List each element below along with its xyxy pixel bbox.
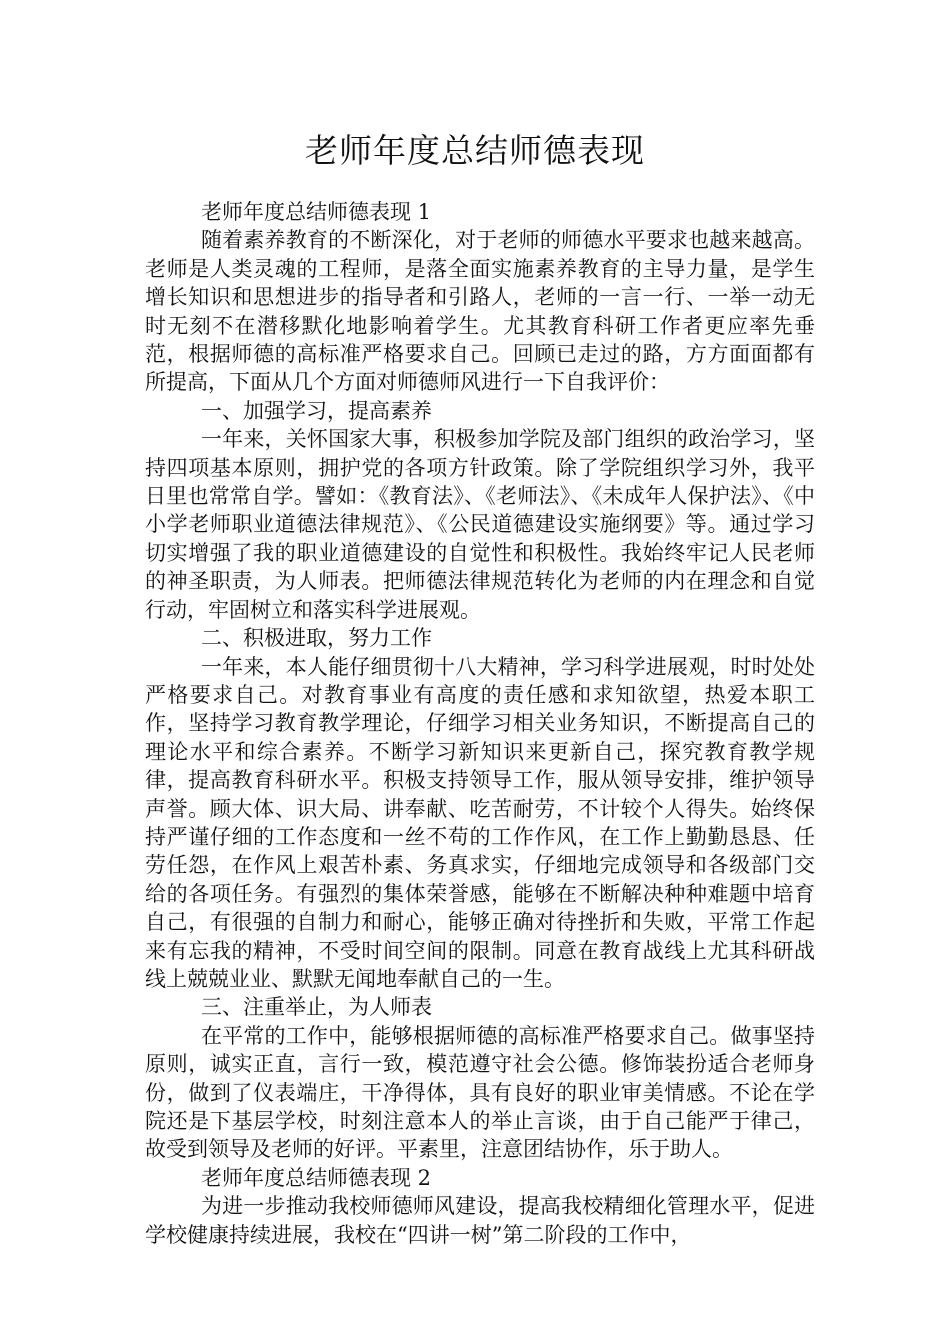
section-heading-1: 老师年度总结师德表现 1: [201, 200, 432, 224]
subheading-study: 一、加强学习，提高素养: [201, 398, 432, 423]
section-heading-2: 老师年度总结师德表现 2: [201, 1165, 432, 1190]
subheading-work: 二、积极进取，努力工作: [201, 626, 432, 651]
subheading-conduct: 三、注重举止，为人师表: [201, 995, 432, 1020]
paragraph-work: 一年来，本人能仔细贯彻十八大精神，学习科学进展观，时时处处严格要求自己。对教育事业有高度的责任感和求知欲望，热爱本职工作，坚持学习教育教学理论，仔细学习相关业务知识，不断提高自己的理论水平和综合素养。不断学习新知识来更新自己，探究教育教学规律，提高教育科研水平。积极支持领导工作，服从领导安排，维护领导声誉。顾大体、识大局、讲奉献、吃苦耐劳，不计较个人得失。始终保持严谨仔细的工作态度和一丝不苟的工作作风，在工作上勤勤恳恳、任劳任怨，在作风上艰苦朴素、务真求实，仔细地完成领导和各级部门交给的各项任务。有强烈的集体荣誉感，能够在不断解决种种难题中培育自己，有很强的自制力和耐心，能够正确对待挫折和失败，平常工作起来有忘我的精神，不受时间空间的限制。同意在教育战线上尤其科研战线上兢兢业业、默默无闻地奉献自己的一生。: [145, 654, 815, 991]
document-body: [145, 198, 815, 1249]
document-title: 老师年度总结师德表现: [305, 131, 645, 170]
paragraph-study: 一年来，关怀国家大事，积极参加学院及部门组织的政治学习，坚持四项基本原则，拥护党的各项方针政策。除了学院组织学习外，我平日里也常常自学。譬如：《教育法》、《老师法》、《未成年人保护法》、《中小学老师职业道德法律规范》、《公民道德建设实施纲要》等。通过学习切实增强了我的职业道德建设的自觉性和积极性。我始终牢记人民老师的神圣职责，为人师表。把师德法律规范转化为老师的内在理念和自觉行动，牢固树立和落实科学进展观。: [145, 427, 815, 622]
paragraph-intro: 随着素养教育的不断深化，对于老师的师德水平要求也越来越高。老师是人类灵魂的工程师，是落全面实施素养教育的主导力量，是学生增长知识和思想进步的指导者和引路人，老师的一言一行、一举一动无时无刻不在潜移默化地影响着学生。尤其教育科研工作者更应率先垂范，根据师德的高标准严格要求自己。回顾已走过的路，方方面面都有所提高，下面从几个方面对师德师风进行一下自我评价：: [145, 228, 815, 395]
paragraph-section-2: 为进一步推动我校师德师风建设，提高我校精细化管理水平，促进学校健康持续进展，我校在“四讲一树”第二阶段的工作中，: [145, 1194, 815, 1247]
paragraph-conduct: 在平常的工作中，能够根据师德的高标准严格要求自己。做事坚持原则，诚实正直，言行一致，模范遵守社会公德。修饰装扮适合老师身份，做到了仪表端庄，干净得体，具有良好的职业审美情感。不论在学院还是下基层学校，时刻注意本人的举止言谈，由于自己能严于律己，故受到领导及老师的好评。平素里，注意团结协作，乐于助人。: [145, 1023, 815, 1162]
